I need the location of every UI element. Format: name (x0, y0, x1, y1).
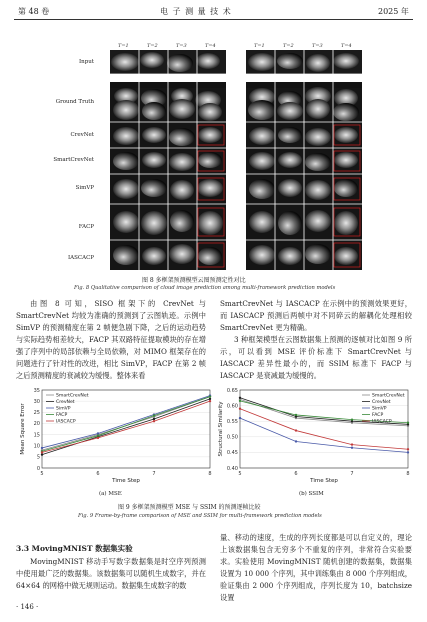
data-point (97, 432, 99, 434)
data-point (41, 453, 43, 455)
section-left-text-block (16, 556, 206, 592)
right-paragraph-2: 3 种框架模型在云图数据集上预测的逐帧对比如图 9 所示，可以看到 MSE 评价标准下 SmartCrevNet 与 IASCACP 差异性最小的，而 SSIM 标准下 FACP 与 IASCACP 是衰减最为缓慢的。 (220, 335, 412, 380)
y-tick-label: 30 (33, 398, 40, 405)
section-right-text-block (220, 532, 412, 604)
frame-label: T=2 (283, 43, 294, 49)
y-tick-label: 0.55 (226, 419, 238, 425)
data-point (239, 397, 241, 399)
row-label-smartcrevnet: SmartCrevNet (53, 157, 94, 163)
y-tick-label: 15 (33, 432, 40, 439)
data-point (351, 443, 353, 445)
data-point (153, 418, 155, 420)
y-tick-label: 20 (33, 421, 40, 428)
frame-label: T=7 (176, 76, 187, 82)
data-point (153, 414, 155, 416)
frame-label: T=6 (283, 76, 294, 82)
data-point (209, 398, 211, 400)
header-volume: 第 48 卷 (18, 7, 50, 16)
x-tick-label: 6 (294, 471, 298, 477)
figure-9-sub-a: (a) MSE (99, 491, 122, 497)
data-point (407, 451, 409, 453)
figure-8-caption-cn: 图 8 多框架预测模型云图预测定性对比 (142, 277, 246, 284)
left-paragraph (16, 298, 206, 382)
y-axis-label: Mean Square Error (20, 403, 26, 455)
legend-label: CrevNet (372, 400, 391, 406)
mse-chart (18, 384, 218, 494)
y-tick-label: 0.45 (226, 450, 238, 457)
data-point (41, 451, 43, 453)
frame-label: T=1 (118, 43, 129, 49)
header-journal: 电 子 测 量 技 术 (160, 7, 232, 16)
section-title: 3.3 MovingMNIST 数据集实验 (16, 544, 133, 553)
legend-label: FACP (372, 413, 384, 419)
x-tick-label: 8 (406, 471, 410, 477)
frame-label: T=6 (147, 76, 158, 82)
legend-label: SmartCrevNet (372, 393, 405, 399)
figure-8 (0, 0, 427, 300)
legend-label: SimVP (372, 406, 387, 412)
data-point (97, 437, 99, 439)
figure-9-caption-en: Fig. 9 Frame-by-frame comparison of MSE and SSIM for multi-framework prediction models (78, 513, 322, 519)
frame-label: T=7 (312, 76, 323, 82)
data-point (239, 400, 241, 402)
section-left-text: MovingMNIST 移动手写数字数据集是时空序列预测中使用最广泛的数据集。该数据集可以随机生成数字，并在 64×64 的网格中做无规则运动。数据集生成数字的数 (16, 557, 206, 590)
figure-9-caption-cn: 图 9 多框架预测模型 MSE 与 SSIM 的预测逐帧比较 (118, 504, 261, 511)
data-point (295, 414, 297, 416)
page-number: · 146 · (16, 603, 39, 611)
figure-8-caption-en: Fig. 8 Qualitative comparison of cloud image prediction among multi-framework prediction models (74, 285, 336, 291)
data-point (239, 417, 241, 419)
section-right-text: 量、移动的速度，生成的序列长度都是可以自定义的，理论上该数据集包含无穷多个不重复的序列，非常符合实验要求。实验使用 MovingMNIST 随机创建的数据集，数据集设置为 10 000 个序列，其中训练集由 8 000 个序列组成，验证集由 2 000 个序列组成，序列长度为 10，batchsize 设置 (220, 533, 412, 602)
ssim-chart (216, 384, 416, 494)
data-point (295, 440, 297, 442)
x-tick-label: 5 (40, 471, 44, 477)
y-tick-label: 0.60 (226, 403, 238, 410)
x-axis-label: Time Step (310, 478, 338, 484)
frame-label: T=3 (312, 43, 323, 49)
data-point (209, 395, 211, 397)
right-paragraphs (220, 298, 412, 382)
frame-label: T=5 (254, 76, 265, 82)
figure-9-sub-b: (b) SSIM (299, 491, 324, 497)
right-paragraph-1: SmartCrevNet 与 IASCACP 在示例中的预测效果更好，而 IASCACP 预测后两帧中对不同碎云的解耦化处理相较 SmartCrevNet 更为精确。 (220, 299, 412, 332)
frame-label: T=1 (254, 43, 265, 49)
y-axis-label: Structural Similarity (218, 401, 224, 457)
y-tick-label: 5 (36, 454, 40, 461)
legend-label: IASCACP (372, 419, 392, 425)
left-paragraph-text: 由图 8 可知，SISO 框架下的 CrevNet 与 SmartCrevNet 均较为准确的预测到了云图轨迹。示例中 SimVP 的预测精度在第 2 帧便急剧下降，之后的运动趋势与实际趋势相差较大，FACP 其双路特征提取模块的存在增强了序列中的局部依赖与全局依赖，对 MIMO 框架存在的问题进行了针对性的改进，相比 SimVP，FACP 在第 2 帧之后预测精度的衰减较为缓慢。整体来看 (16, 299, 206, 380)
y-tick-label: 10 (33, 443, 40, 450)
x-tick-label: 7 (152, 471, 156, 477)
frame-label: T=5 (118, 76, 129, 82)
legend-label: SmartCrevNet (56, 393, 89, 399)
y-tick-label: 0 (36, 465, 40, 472)
cloud-image-grid (0, 0, 427, 300)
legend-label: IASCACP (56, 419, 76, 425)
x-axis-label: Time Step (112, 478, 140, 484)
y-tick-label: 0.50 (226, 434, 238, 441)
y-tick-label: 0.40 (226, 465, 238, 472)
data-point (97, 434, 99, 436)
frame-label: T=2 (147, 43, 158, 49)
data-point (351, 447, 353, 449)
row-label-crevnet: CrevNet (70, 132, 94, 138)
row-label-facp: FACP (78, 224, 94, 230)
data-point (295, 429, 297, 431)
data-point (153, 420, 155, 422)
frame-label: T=8 (341, 76, 352, 82)
frame-label: T=3 (176, 43, 187, 49)
x-tick-label: 8 (208, 471, 212, 477)
x-tick-label: 5 (238, 471, 242, 477)
legend-label: FACP (56, 413, 68, 419)
frame-label: T=4 (341, 43, 352, 49)
legend-label: SimVP (56, 406, 71, 412)
legend-label: CrevNet (56, 400, 75, 406)
frame-label: T=8 (205, 76, 216, 82)
y-tick-label: 0.65 (226, 387, 238, 394)
data-point (239, 408, 241, 410)
data-point (41, 447, 43, 449)
row-label-iascacp: IASCACP (67, 255, 94, 261)
y-tick-label: 35 (33, 387, 40, 394)
data-point (407, 422, 409, 424)
row-label-simvp: SimVP (75, 185, 94, 191)
data-point (351, 418, 353, 420)
y-tick-label: 25 (33, 410, 40, 417)
frame-label: T=4 (205, 43, 216, 49)
x-tick-label: 6 (96, 471, 100, 477)
header-date: 2025 年 (378, 7, 409, 16)
data-point (407, 448, 409, 450)
row-label-ground-truth: Ground Truth (55, 99, 94, 105)
row-label-input: Input (79, 59, 94, 65)
x-tick-label: 7 (350, 471, 354, 477)
data-point (209, 400, 211, 402)
